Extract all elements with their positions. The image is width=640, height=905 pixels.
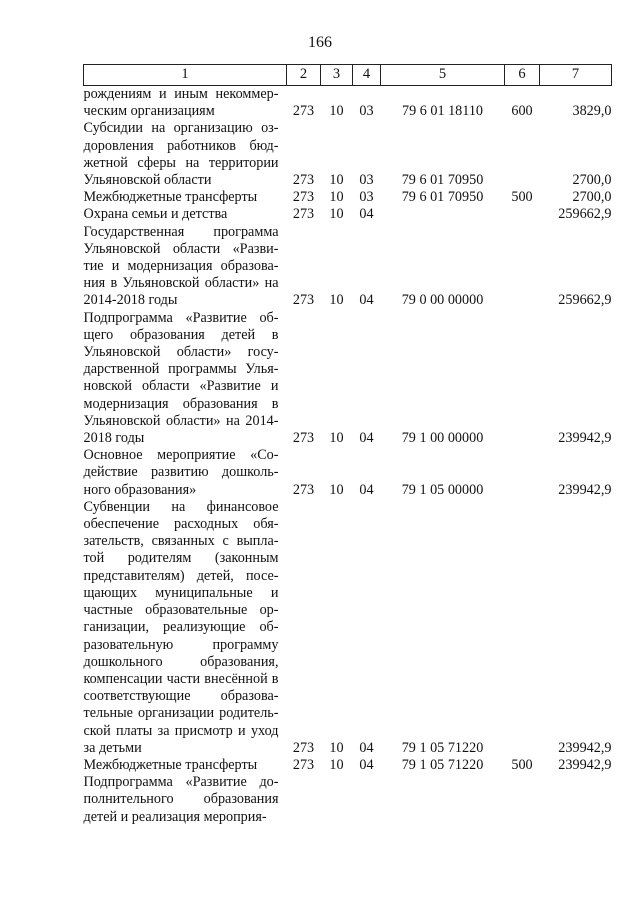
row-name: Основное мероприятие «Со-действие развитию дошколь-ного образования» bbox=[83, 447, 279, 498]
header-col-1: 1 bbox=[84, 65, 287, 86]
row-name: Охрана семьи и детства bbox=[83, 206, 228, 223]
row-target-code: 79 1 05 71220 bbox=[401, 756, 484, 773]
row-amount: 259662,9 bbox=[558, 206, 612, 223]
table-row bbox=[84, 499, 612, 757]
row-amount bbox=[540, 774, 612, 826]
row-name: Субвенции на финансовое обеспечение расходных обя-зательств, связанных с выпла-той родителям (законным представителям) детей, посе-щающих муниципальные и частные образовательные ор-ганизации, реализующие об-разовательную программу дошкольного образования, компенсации части внесённой в соответствующие образова-тельные организации родитель-ской платы за присмотр и уход за детьми bbox=[83, 498, 279, 756]
budget-table bbox=[83, 64, 612, 826]
row-target-code: 79 6 01 18110 bbox=[401, 103, 484, 120]
row-section: 10 bbox=[329, 292, 344, 309]
row-name: Подпрограмма «Развитие об-щего образования детей в Ульяновской области» госу-дарственной программы Улья-новской области «Развитие и модернизация образования в Ульяновской области» на 2014-2018 годы bbox=[83, 309, 279, 447]
row-chapter: 273 bbox=[292, 430, 315, 447]
row-expense-type bbox=[505, 310, 540, 448]
header-col-2: 2 bbox=[287, 65, 321, 86]
row-subsection: 03 bbox=[359, 103, 374, 120]
row-subsection: 04 bbox=[359, 430, 374, 447]
row-chapter: 273 bbox=[292, 481, 315, 498]
row-chapter: 273 bbox=[292, 756, 315, 773]
row-section: 10 bbox=[329, 189, 344, 206]
row-expense-type bbox=[505, 120, 540, 189]
row-section bbox=[321, 774, 353, 826]
header-col-6: 6 bbox=[505, 65, 540, 86]
row-subsection: 04 bbox=[359, 481, 374, 498]
header-col-4: 4 bbox=[353, 65, 381, 86]
table-row bbox=[84, 310, 612, 448]
row-subsection: 04 bbox=[359, 206, 374, 223]
row-chapter: 273 bbox=[292, 189, 315, 206]
row-expense-type: 500 bbox=[511, 189, 533, 206]
row-section: 10 bbox=[329, 206, 344, 223]
row-subsection: 04 bbox=[359, 739, 374, 756]
row-amount: 259662,9 bbox=[558, 292, 612, 309]
row-amount: 3829,0 bbox=[572, 103, 612, 120]
row-section: 10 bbox=[329, 756, 344, 773]
row-target-code: 79 6 01 70950 bbox=[401, 189, 484, 206]
row-amount: 2700,0 bbox=[572, 172, 612, 189]
row-name: Субсидии на организацию оз-доровления работников бюд-жетной сферы на территории Ульяновской области bbox=[83, 120, 279, 189]
row-target-code: 79 1 05 00000 bbox=[401, 481, 484, 498]
row-expense-type: 500 bbox=[511, 756, 533, 773]
row-amount: 239942,9 bbox=[558, 430, 612, 447]
header-col-7: 7 bbox=[540, 65, 612, 86]
row-chapter: 273 bbox=[292, 206, 315, 223]
table-row bbox=[84, 120, 612, 189]
table-row bbox=[84, 757, 612, 774]
table-row bbox=[84, 86, 612, 121]
row-subsection: 04 bbox=[359, 292, 374, 309]
row-target-code bbox=[381, 206, 505, 223]
row-name: рождениям и иным некоммер-ческим организациям bbox=[83, 86, 279, 120]
row-chapter: 273 bbox=[292, 103, 315, 120]
table-row bbox=[84, 447, 612, 499]
row-target-code: 79 6 01 70950 bbox=[401, 172, 484, 189]
row-chapter: 273 bbox=[292, 292, 315, 309]
header-col-3: 3 bbox=[321, 65, 353, 86]
row-subsection: 03 bbox=[359, 172, 374, 189]
header-row bbox=[84, 65, 612, 86]
row-name: Межбюджетные трансферты bbox=[83, 189, 258, 206]
row-amount: 239942,9 bbox=[558, 756, 612, 773]
row-target-code: 79 1 05 71220 bbox=[401, 739, 484, 756]
row-section: 10 bbox=[329, 481, 344, 498]
row-section: 10 bbox=[329, 430, 344, 447]
row-expense-type bbox=[505, 499, 540, 757]
row-amount: 2700,0 bbox=[572, 189, 612, 206]
row-amount: 239942,9 bbox=[558, 739, 612, 756]
row-target-code: 79 1 00 00000 bbox=[401, 430, 484, 447]
row-section: 10 bbox=[329, 739, 344, 756]
row-chapter: 273 bbox=[292, 172, 315, 189]
row-chapter bbox=[287, 774, 321, 826]
row-target-code: 79 0 00 00000 bbox=[401, 292, 484, 309]
row-expense-type bbox=[505, 774, 540, 826]
row-expense-type bbox=[505, 447, 540, 499]
page-number: 166 bbox=[308, 34, 332, 51]
row-name: Государственная программа Ульяновской области «Разви-тие и модернизация образова-ния в Ульяновской области» на 2014-2018 годы bbox=[83, 223, 279, 309]
header-col-5: 5 bbox=[381, 65, 505, 86]
row-section: 10 bbox=[329, 172, 344, 189]
row-subsection: 04 bbox=[359, 756, 374, 773]
table-row bbox=[84, 189, 612, 206]
row-name: Подпрограмма «Развитие до-полнительного образования детей и реализация мероприя- bbox=[83, 774, 279, 825]
row-target-code bbox=[381, 774, 505, 826]
row-expense-type bbox=[505, 224, 540, 310]
row-expense-type bbox=[505, 206, 540, 223]
row-subsection: 03 bbox=[359, 189, 374, 206]
table-row bbox=[84, 224, 612, 310]
table-row bbox=[84, 774, 612, 826]
row-chapter: 273 bbox=[292, 739, 315, 756]
row-name: Межбюджетные трансферты bbox=[83, 756, 258, 773]
row-expense-type: 600 bbox=[511, 103, 533, 120]
row-subsection bbox=[353, 774, 381, 826]
row-amount: 239942,9 bbox=[558, 481, 612, 498]
row-section: 10 bbox=[329, 103, 344, 120]
table-row bbox=[84, 206, 612, 223]
